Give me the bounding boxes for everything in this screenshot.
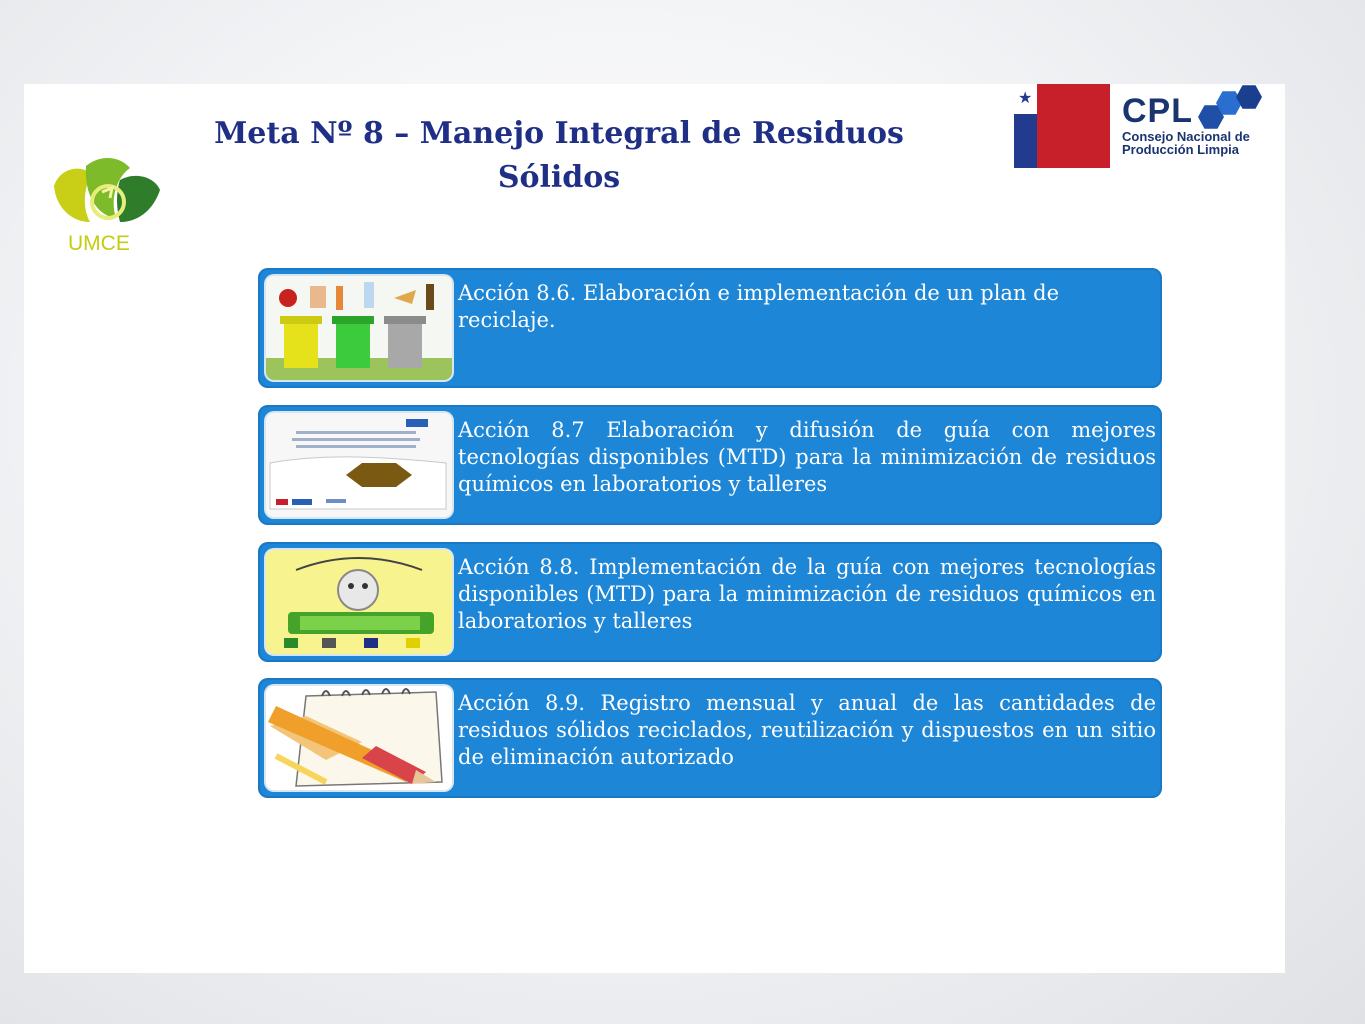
notepad-pencil-icon [266,686,452,790]
cpl-logo [1012,84,1262,172]
star-icon: ★ [1018,88,1033,107]
slide [24,84,1285,973]
action-text: Acción 8.7 Elaboración y difusión de guía con mejores tecnologías disponibles (MTD) para la minimización de residuos químicos en laboratorios y talleres [458,418,1156,496]
action-text: Acción 8.6. Elaboración e implementación de un plan de reciclaje. [458,281,1060,332]
slide-title [144,112,974,200]
title-line-2: Sólidos [497,160,621,195]
action-item-8-8 [258,542,1162,662]
cpl-logo-title: CPL [1122,92,1193,130]
cpl-logo-subtitle: Consejo Nacional de Producción Limpia [1122,129,1250,157]
action-item-8-6 [258,268,1162,388]
umce-logo-text: UMCE [68,232,130,255]
action-text: Acción 8.9. Registro mensual y anual de las cantidades de residuos sólidos reciclados, reutilización y dispuestos en un sitio de eliminación autorizado [458,691,1156,769]
action-item-8-9 [258,678,1162,798]
title-line-1: Meta Nº 8 – Manejo Integral de Residuos [214,116,904,151]
action-item-8-7 [258,405,1162,525]
guide-document-icon [266,413,452,517]
recycling-bins-icon [266,276,452,380]
action-text: Acción 8.8. Implementación de la guía con mejores tecnologías disponibles (MTD) para la minimización de residuos químicos en laboratorios y talleres [458,555,1156,633]
recicla-poster-icon [266,550,452,654]
